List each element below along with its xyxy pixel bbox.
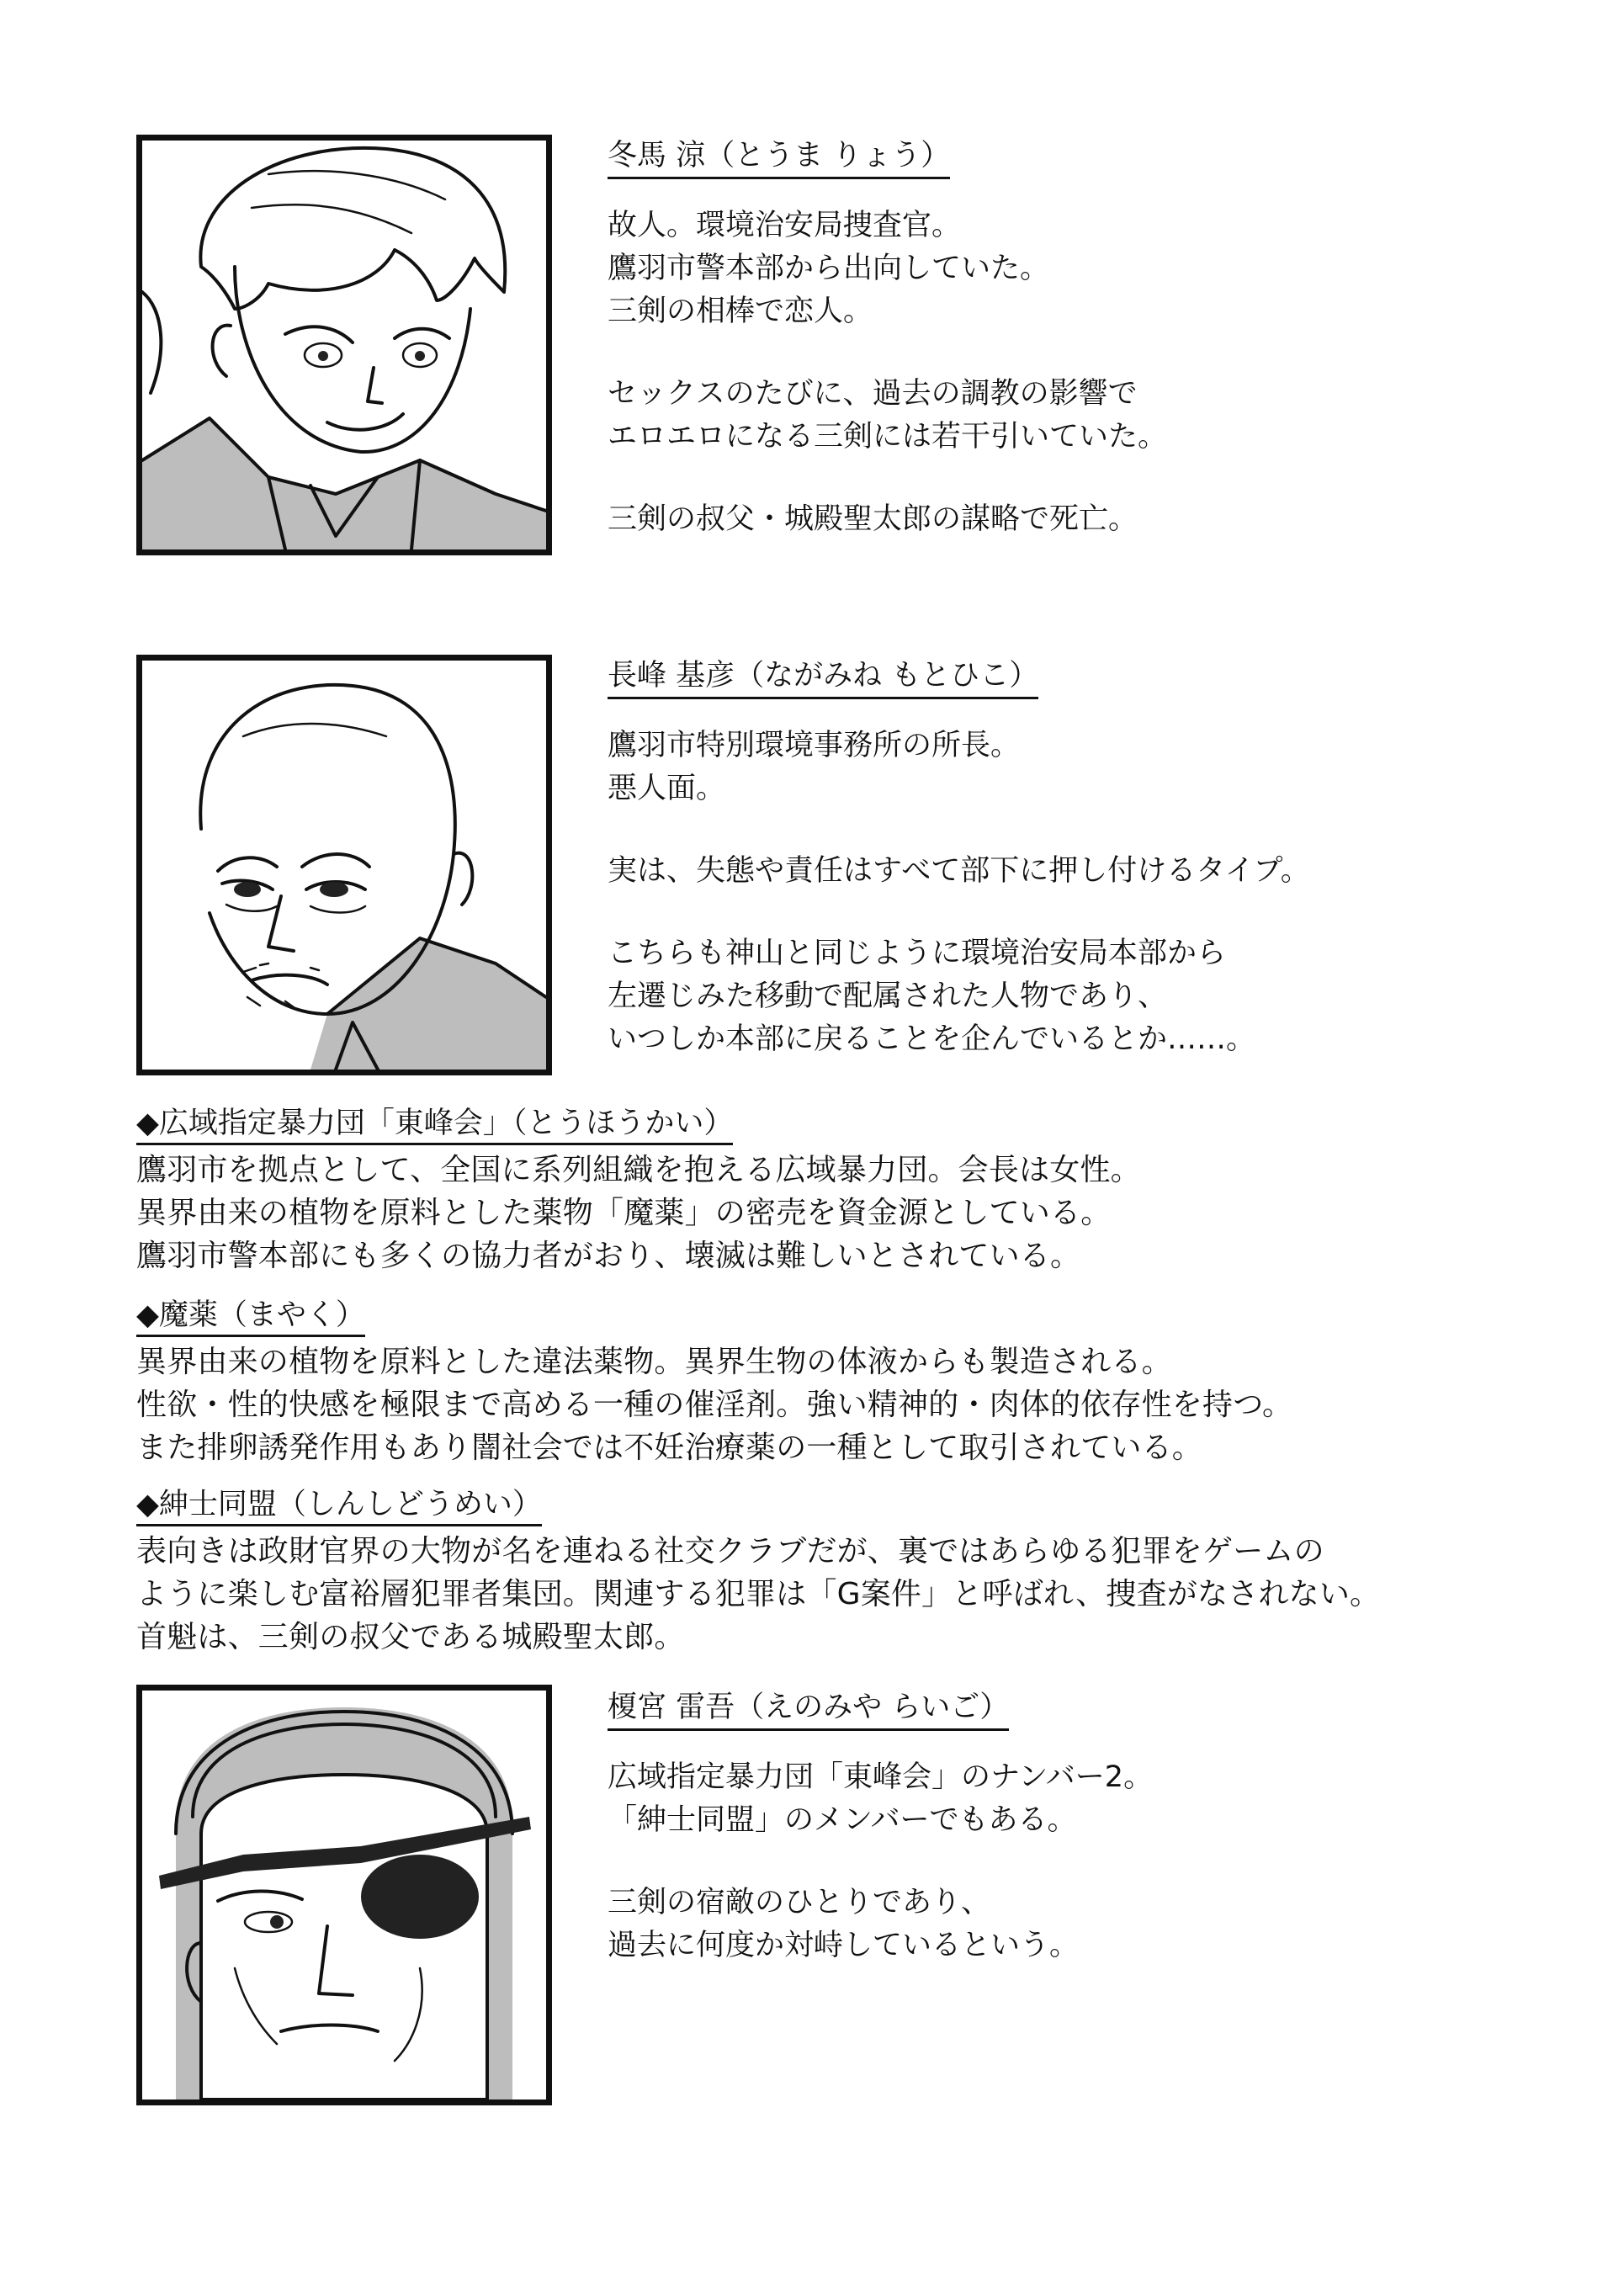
term-shinshi-domei [136,1485,1567,1659]
term-body: 異界由来の植物を原料とした違法薬物。異界生物の体液からも製造される。 性欲・性的快感を極限まで高める一種の催淫剤。強い精神的・肉体的依存性を持つ。 また排卵誘発作用もあり闇社会では不妊治療薬の一種として取引されている。 [136,1345,1293,1465]
character-description: 故人。環境治安局捜査官。 鷹羽市警本部から出向していた。 三剣の相棒で恋人。 [608,209,1050,328]
nagamine-motohiko-illustration [142,661,546,1070]
character-description: 実は、失態や責任はすべて部下に押し付けるタイプ。 [608,854,1310,888]
entry-enomiya-raigo [608,1688,1575,2007]
term-heading: ◆紳士同盟（しんしどうめい） [136,1485,542,1526]
term-heading: ◆魔薬（まやく） [136,1296,365,1337]
term-tohokai [136,1104,1567,1277]
character-name: 榎宮 雷吾（えのみや らいご） [608,1688,1009,1731]
toma-ryo-illustration [142,141,546,549]
portrait-toma-ryo [136,135,552,555]
enomiya-raigo-illustration [142,1691,546,2099]
entry-toma-ryo [608,136,1575,581]
character-description: こちらも神山と同じように環境治安局本部から 左遷じみた移動で配属された人物であり、 いつしか本部に戻ることを企んでいるとか……。 [608,937,1256,1056]
term-mayaku [136,1296,1567,1469]
portrait-enomiya-raigo [136,1685,552,2105]
character-description: 三剣の宿敵のひとりであり、 過去に何度か対峙しているという。 [608,1886,1080,1962]
character-description: 広域指定暴力団「東峰会」のナンバー2。 「紳士同盟」のメンバーでもある。 [608,1760,1154,1837]
term-heading: ◆広域指定暴力団「東峰会」（とうほうかい） [136,1104,733,1145]
character-name: 長峰 基彦（ながみね もとひこ） [608,656,1038,699]
term-body: 表向きは政財官界の大物が名を連ねる社交クラブだが、裏ではあらゆる犯罪をゲームの ように楽しむ富裕層犯罪者集団。関連する犯罪は「G案件」と呼ばれ、捜査がなされない。 首魁は、三剣の叔父である城殿聖太郎。 [136,1534,1381,1654]
character-description: 鷹羽市特別環境事務所の所長。 悪人面。 [608,729,1021,805]
character-name: 冬馬 涼（とうま りょう） [608,136,950,179]
term-body: 鷹羽市を拠点として、全国に系列組織を抱える広域暴力団。会長は女性。 異界由来の植物を原料とした薬物「魔薬」の密売を資金源としている。 鷹羽市警本部にも多くの協力者がおり、壊滅は難しいとされている。 [136,1153,1141,1273]
character-description: セックスのたびに、過去の調教の影響で エロエロになる三剣には若干引いていた。 [608,377,1168,454]
portrait-nagamine-motohiko [136,655,552,1075]
character-description: 三剣の叔父・城殿聖太郎の謀略で死亡。 [608,502,1138,536]
entry-nagamine-motohiko [608,656,1575,1101]
